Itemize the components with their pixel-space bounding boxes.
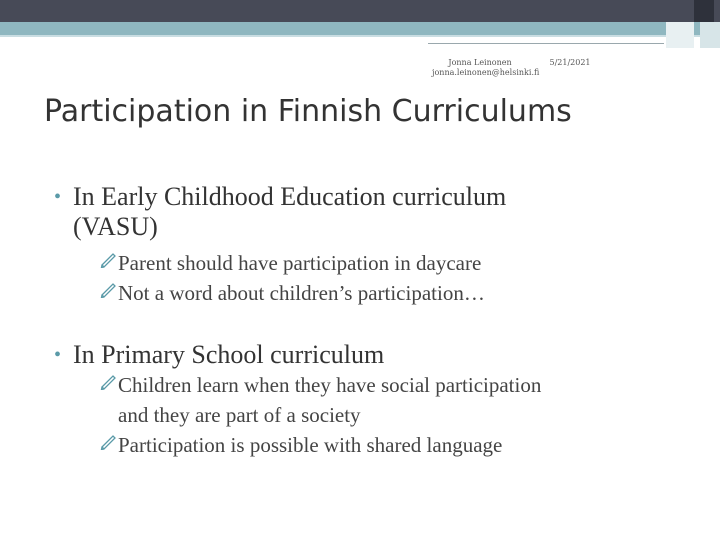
bullet-level2 xyxy=(48,248,688,278)
corner-square-dark xyxy=(694,0,714,22)
bullet-level1 xyxy=(48,182,688,242)
bullet-dot-icon: • xyxy=(54,186,62,208)
slide-date: 5/21/2021 xyxy=(549,58,591,67)
corner-square-light xyxy=(666,22,694,48)
footer-author xyxy=(432,58,540,78)
bullet-text-continued: and they are part of a society xyxy=(118,403,361,427)
top-bar xyxy=(0,0,720,22)
pen-icon xyxy=(100,250,118,268)
corner-square-teal xyxy=(700,22,720,48)
bullet-level1 xyxy=(48,340,688,370)
bullet-level2 xyxy=(48,278,688,308)
corner-decoration xyxy=(660,0,720,50)
pen-icon xyxy=(100,432,118,450)
bullet-text: In Early Childhood Education curriculum xyxy=(73,182,507,211)
bullet-level2 xyxy=(48,370,688,430)
slide-title: Participation in Finnish Curriculums xyxy=(44,94,572,129)
author-name: Jonna Leinonen xyxy=(448,58,512,67)
pen-icon xyxy=(100,280,118,298)
header-rule xyxy=(428,43,664,44)
author-email: jonna.leinonen@helsinki.fi xyxy=(432,68,540,77)
bullet-text: Not a word about children’s participation… xyxy=(118,281,485,305)
top-band xyxy=(0,22,720,35)
top-band-underline xyxy=(0,35,720,37)
bullet-text: In Primary School curriculum xyxy=(73,340,385,369)
bullet-text: Participation is possible with shared language xyxy=(118,433,503,457)
bullet-text: Children learn when they have social participation xyxy=(118,373,542,397)
slide-body xyxy=(48,182,688,460)
bullet-text-continued: (VASU) xyxy=(73,212,158,241)
pen-icon xyxy=(100,372,118,390)
bullet-text: Parent should have participation in daycare xyxy=(118,251,482,275)
bullet-dot-icon: • xyxy=(54,344,62,366)
bullet-level2 xyxy=(48,430,688,460)
